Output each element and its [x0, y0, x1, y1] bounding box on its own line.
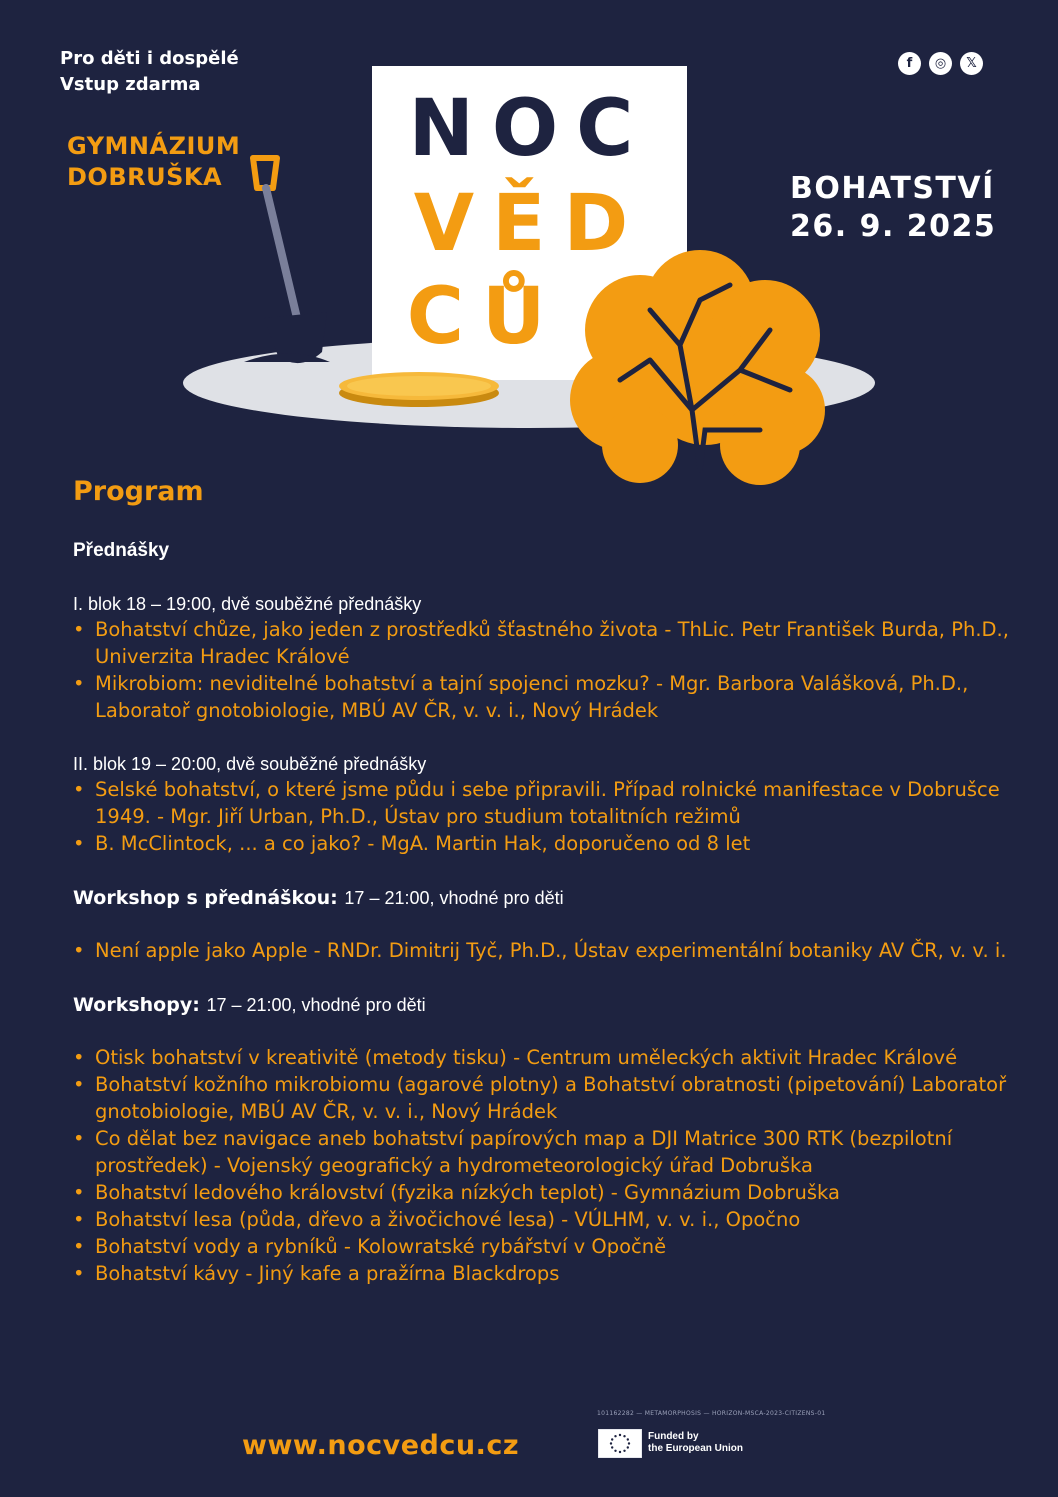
instagram-icon[interactable]: ◎ [929, 52, 952, 75]
audience-text: Pro děti i dospělé [60, 48, 239, 69]
block2-list [73, 776, 1013, 857]
block2-title: II. blok 19 – 20:00, dvě souběžné přednášky [73, 754, 427, 774]
eu-line1: Funded by [648, 1431, 699, 1442]
list-item: • Bohatství ledového království (fyzika nízkých teplot) - Gymnázium Dobruška [73, 1179, 1013, 1206]
workshop-lecture-heading [73, 885, 1013, 911]
eu-line2: the European Union [648, 1443, 743, 1454]
list-item: • Není apple jako Apple - RNDr. Dimitrij Tyč, Ph.D., Ústav experimentální botaniky AV ČR, v. v. i. [73, 937, 1013, 964]
school-line1: GYMNÁZIUM [67, 132, 241, 160]
list-item: • Bohatství kožního mikrobiomu (agarové plotny) a Bohatství obratnosti (pipetování) Laboratoř gnotobiologie, MBÚ AV ČR, v. v. i., Nový Hrádek [73, 1071, 1013, 1125]
list-item: • Mikrobiom: neviditelné bohatství a tajní spojenci mozku? - Mgr. Barbora Valášková, Ph.D., Laboratoř gnotobiologie, MBÚ AV ČR, v. v. i., Nový Hrádek [73, 670, 1013, 724]
list-item: • Selské bohatství, o které jsme půdu i sebe připravili. Případ rolnické manifestace v Dobrušce 1949. - Mgr. Jiří Urban, Ph.D., Ústav pro studium totalitních režimů [73, 776, 1013, 830]
theme-text: BOHATSTVÍ [790, 171, 995, 206]
list-item: • Bohatství lesa (půda, dřevo a živočichové lesa) - VÚLHM, v. v. i., Opočno [73, 1206, 1013, 1233]
lectures-heading: Přednášky [73, 540, 170, 561]
facebook-icon[interactable]: f [898, 52, 921, 75]
workshops-detail: 17 – 21:00, vhodné pro děti [206, 995, 426, 1015]
hero-illustration [0, 0, 1058, 500]
program-content [73, 540, 1013, 1287]
list-item: • Bohatství kávy - Jiný kafe a pražírna Blackdrops [73, 1260, 1013, 1287]
program-title: Program [73, 476, 204, 507]
logo-line3: CŮ [406, 272, 564, 362]
entry-text: Vstup zdarma [60, 74, 201, 95]
eu-flag-icon [598, 1429, 642, 1458]
list-item: • Otisk bohatství v kreativitě (metody tisku) - Centrum uměleckých aktivit Hradec Králové [73, 1044, 1013, 1071]
workshops-title: Workshopy: [73, 994, 200, 1016]
logo-line2: VĚD [413, 179, 647, 269]
workshop-lecture-list [73, 937, 1013, 964]
event-date: 26. 9. 2025 [790, 209, 997, 244]
list-item: • B. McClintock, ... a co jako? - MgA. Martin Hak, doporučeno od 8 let [73, 830, 1013, 857]
block1-title: I. blok 18 – 19:00, dvě souběžné přednášky [73, 594, 422, 614]
x-icon[interactable]: 𝕏 [960, 52, 983, 75]
list-item: • Bohatství chůze, jako jeden z prostředků šťastného života - ThLic. Petr František Burda, Ph.D., Univerzita Hradec Králové [73, 616, 1013, 670]
logo-line1: NOC [408, 84, 652, 174]
list-item: • Co dělat bez navigace aneb bohatství papírových map a DJI Matrice 300 RTK (bezpilotní prostředek) - Vojenský geografický a hydrometeorologický úřad Dobruška [73, 1125, 1013, 1179]
workshops-list [73, 1044, 1013, 1287]
workshop-lecture-title: Workshop s přednáškou: [73, 887, 338, 909]
block1-list [73, 616, 1013, 724]
coin-icon [339, 372, 499, 407]
eu-funding-text [648, 1431, 743, 1455]
workshop-lecture-detail: 17 – 21:00, vhodné pro děti [344, 888, 564, 908]
website-link[interactable]: www.nocvedcu.cz [242, 1430, 520, 1461]
grant-number: 101162282 — METAMORPHOSIS — HORIZON-MSCA-2023-CITIZENS-01 [597, 1410, 826, 1417]
school-line2: DOBRUŠKA [67, 163, 223, 191]
tree-icon [570, 250, 825, 485]
list-item: • Bohatství vody a rybníků - Kolowratské rybářství v Opočně [73, 1233, 1013, 1260]
shovel-icon [244, 158, 330, 363]
workshops-heading [73, 992, 1013, 1018]
